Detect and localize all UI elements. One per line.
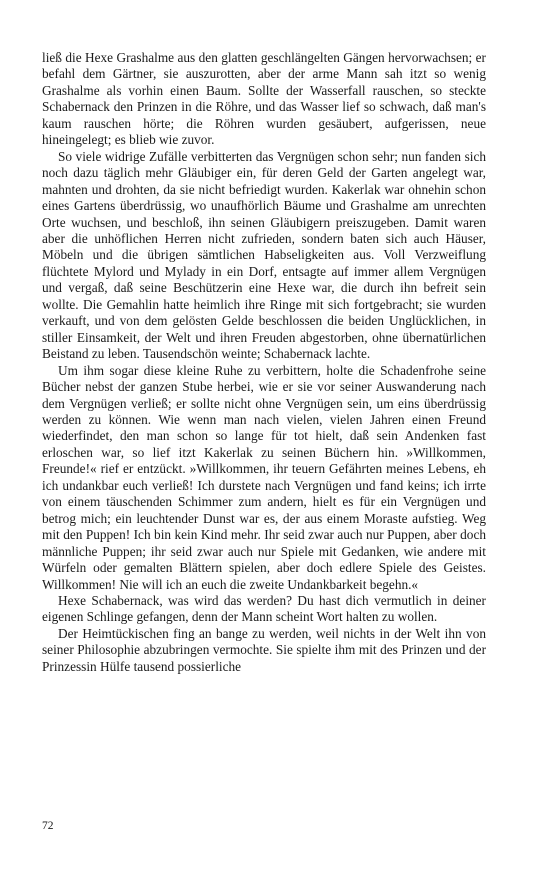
- paragraph: Der Heimtückischen fing an bange zu werden, weil nichts in der Welt ihn von seiner Philosophie abzubringen vermochte. Sie spielte ihm mit des Prinzen und der Prinzessin Hülfe tausend possierliche: [42, 625, 486, 674]
- paragraph: ließ die Hexe Grashalme aus den glatten geschlängelten Gängen hervorwachsen; er befahl dem Gärtner, sie auszurotten, aber der arme Mann sah itzt so wenig Grashalme als vorhin einen Baum. Sollte der Wasserfall rauschen, so steckte Schabernack den Prinzen in die Röhre, und das Wasser lief so schwach, daß man's kaum rauschen hörte; die Röhren wurden gesäubert, aufgerissen, neue hineingelegt; es blieb wie zuvor.: [42, 50, 486, 148]
- page-body: [42, 50, 486, 675]
- page-number: 72: [42, 820, 54, 832]
- paragraph: Hexe Schabernack, was wird das werden? Du hast dich vermutlich in deiner eigenen Schlinge gefangen, denn der Mann scheint Wort halten zu wollen.: [42, 592, 486, 625]
- paragraph: Um ihm sogar diese kleine Ruhe zu verbittern, holte die Schadenfrohe seine Bücher nebst der ganzen Stube herbei, wie er sie vor seiner Auswanderung nach dem Vergnügen verließ; er sollte nicht ohne Vergnügen sein, um eins überdrüssig werden zu können. Wie wenn man nach vielen, vielen Jahren einen Freund wiederfindet, den man schon so lange für tot hielt, daß sein Andenken fast erloschen war, so lief itzt Kakerlak zu seinen Büchern hin. »Willkommen, Freunde!« rief er entzückt. »Willkommen, ihr teuern Gefährten meines Lebens, eh ich undankbar euch verließ! Ich durstete nach Vergnügen und fand keins; ich irrte von einem täuschenden Schimmer zum andern, hielt es für ein Vergnügen und betrog mich; ein leuchtender Dunst war es, der aus einem Moraste aufstieg. Weg mit den Puppen! Ich bin kein Kind mehr. Ihr seid zwar auch nur Puppen, aber doch männliche Puppen; ihr seid zwar auch nur Spiele mit Gedanken, wie andere mit Würfeln oder gemalten Blättern spielen, aber doch edlere Spiele des Geistes. Willkommen! Nie will ich an euch die zweite Undankbarkeit begehn.«: [42, 362, 486, 592]
- paragraph: So viele widrige Zufälle verbitterten das Vergnügen schon sehr; nun fanden sich noch dazu täglich mehr Gläubiger ein, für deren Geld der Garten angelegt war, mahnten und drohten, da sie nicht befriedigt wurden. Kakerlak war ohnehin schon eines Gartens überdrüssig, wo unaufhörlich Bäume und Grashalme am unrechten Orte wuchsen, und beschloß, ihn seinen Gläubigern preiszugeben. Damit waren aber die unhöflichen Herren nicht zufrieden, sondern baten sich auch Häuser, Möbeln und die übrigen sämtlichen Habseligkeiten aus. Voll Verzweiflung flüchtete Mylord und Mylady in ein Dorf, entsagte auf immer allem Vergnügen und vergaß, daß seine Beschützerin eine Hexe war, die durch ihn befreit sein wollte. Die Gemahlin hatte heimlich ihre Ringe mit sich fortgebracht; sie wurden verkauft, und von dem gelösten Gelde beschlossen die beiden Unglücklichen, in stiller Einsamkeit, der Welt und ihren Freuden abgestorben, ohne übernatürlichen Beistand zu leben. Tausendschön weinte; Schabernack lachte.: [42, 148, 486, 362]
